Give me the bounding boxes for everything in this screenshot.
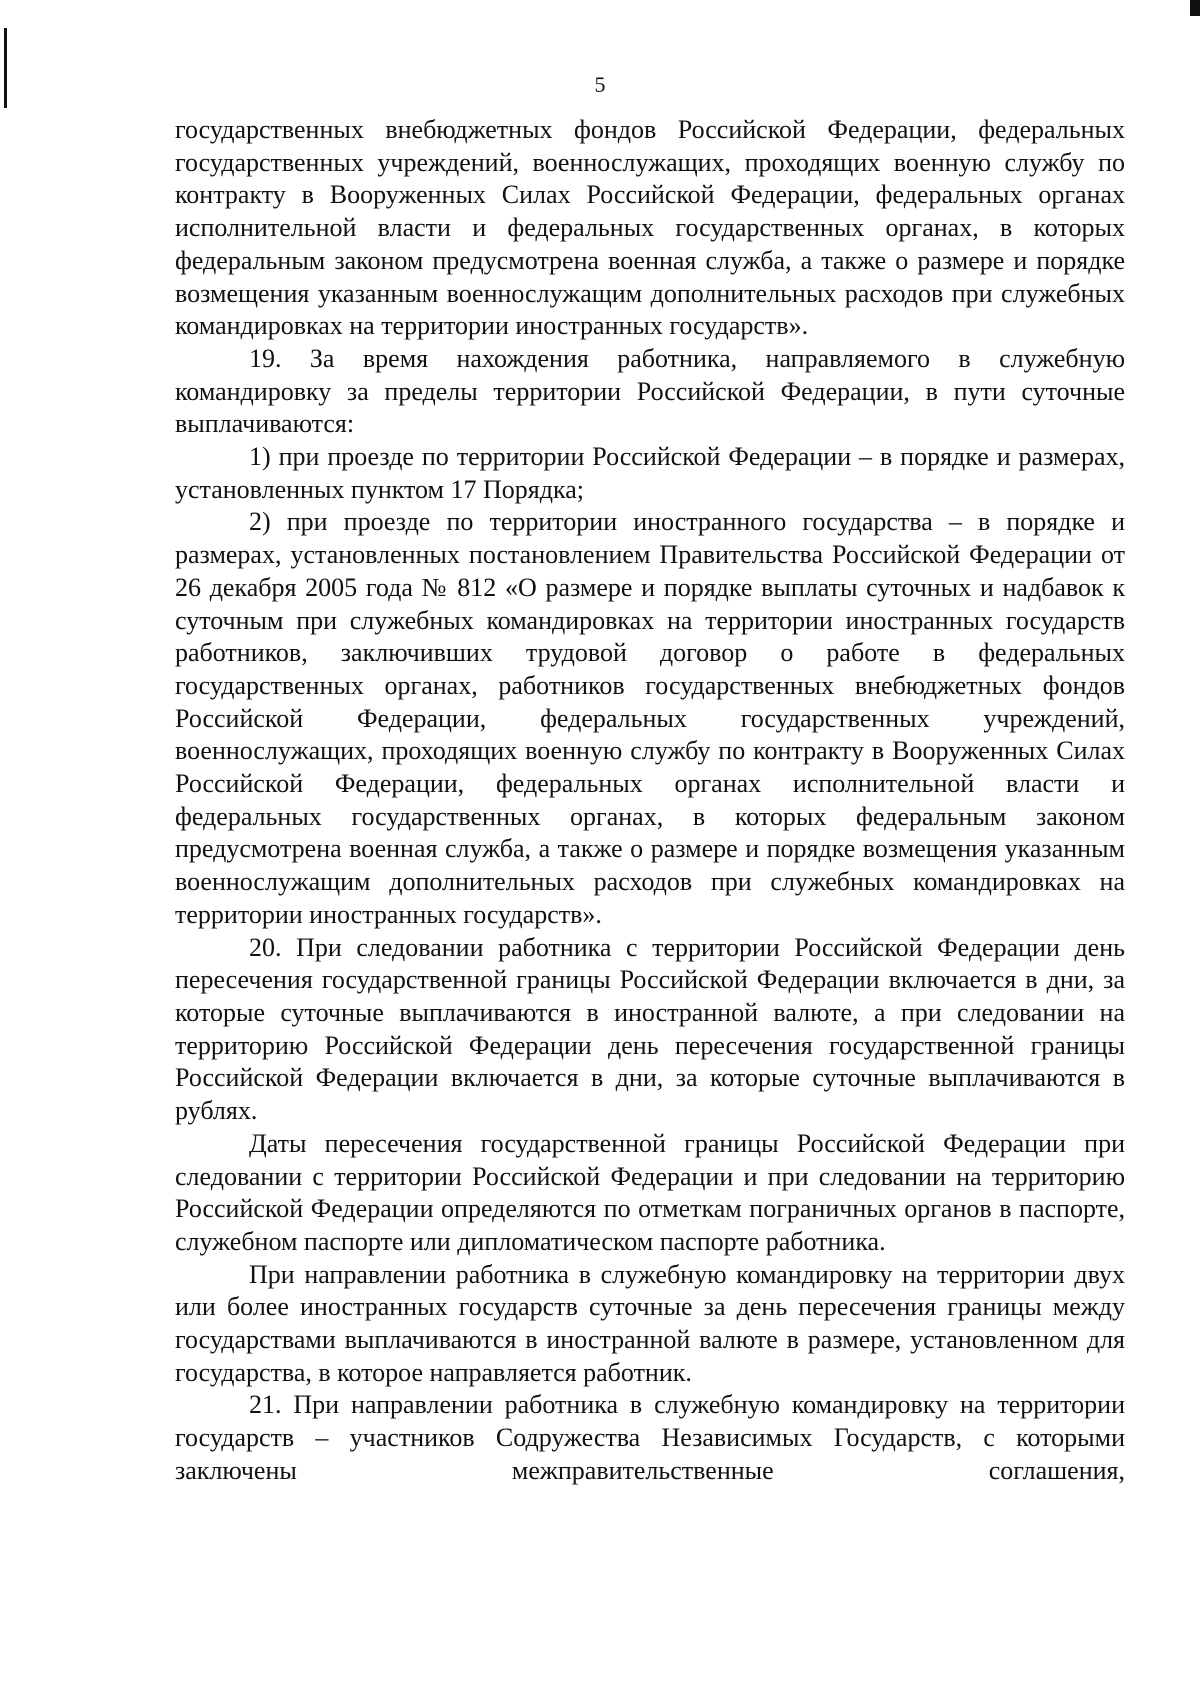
paragraph-item-21: 21. При направлении работника в служебную командировку на территории государств – участников Содружества Независимых Государств, с которыми заключены межправительственные соглашения, [175,1390,1125,1485]
paragraph-multiple-states: При направлении работника в служебную командировку на территории двух или более иностранных государств суточные за день пересечения границы между государствами выплачиваются в иностранной валюте в размере, установленном для государства, в которое направляется работник. [175,1259,1125,1387]
paragraph-item-20: 20. При следовании работника с территории Российской Федерации день пересечения государственной границы Российской Федерации включается в дни, за которые суточные выплачиваются в иностранной валюте, а при следовании на территорию Российской Федерации день пересечения государственной границы Российской Федерации включается в дни, за которые суточные выплачиваются в рублях. [175,932,1125,1126]
document-body [175,114,1125,1488]
paragraph-continuation: государственных внебюджетных фондов Российской Федерации, федеральных государственных учреждений, военнослужащих, проходящих военную службу по контракту в Вооруженных Силах Российской Федерации, федеральных органах исполнительной власти и федеральных государственных органах, в которых федеральным законом предусмотрена военная служба, а также о размере и порядке возмещения указанным военнослужащим дополнительных расходов при служебных командировках на территории иностранных государств». [175,115,1125,341]
paragraph-border-dates: Даты пересечения государственной границы Российской Федерации при следовании с территории Российской Федерации и при следовании на территорию Российской Федерации определяются по отметкам пограничных органов в паспорте, служебном паспорте или дипломатическом паспорте работника. [175,1128,1125,1256]
paragraph-subitem-1: 1) при проезде по территории Российской Федерации – в порядке и размерах, установленных пунктом 17 Порядка; [175,442,1125,504]
page-number: 5 [594,72,606,97]
paragraph-subitem-2: 2) при проезде по территории иностранного государства – в порядке и размерах, установленных постановлением Правительства Российской Федерации от 26 декабря 2005 года № 812 «О размере и порядке выплаты суточных и надбавок к суточным при служебных командировках на территории иностранных государств работников, заключивших трудовой договор о работе в федеральных государственных органах, работников государственных внебюджетных фондов Российской Федерации, федеральных государственных учреждений, военнослужащих, проходящих военную службу по контракту в Вооруженных Силах Российской Федерации, федеральных органах исполнительной власти и федеральных государственных органах, в которых федеральным законом предусмотрена военная служба, а также о размере и порядке возмещения указанным военнослужащим дополнительных расходов при служебных командировках на территории иностранных государств». [175,507,1125,929]
scan-corner-mark [1190,0,1200,16]
scan-edge-mark [4,28,7,108]
paragraph-item-19: 19. За время нахождения работника, направляемого в служебную командировку за пределы территории Российской Федерации, в пути суточные выплачиваются: [175,343,1125,439]
